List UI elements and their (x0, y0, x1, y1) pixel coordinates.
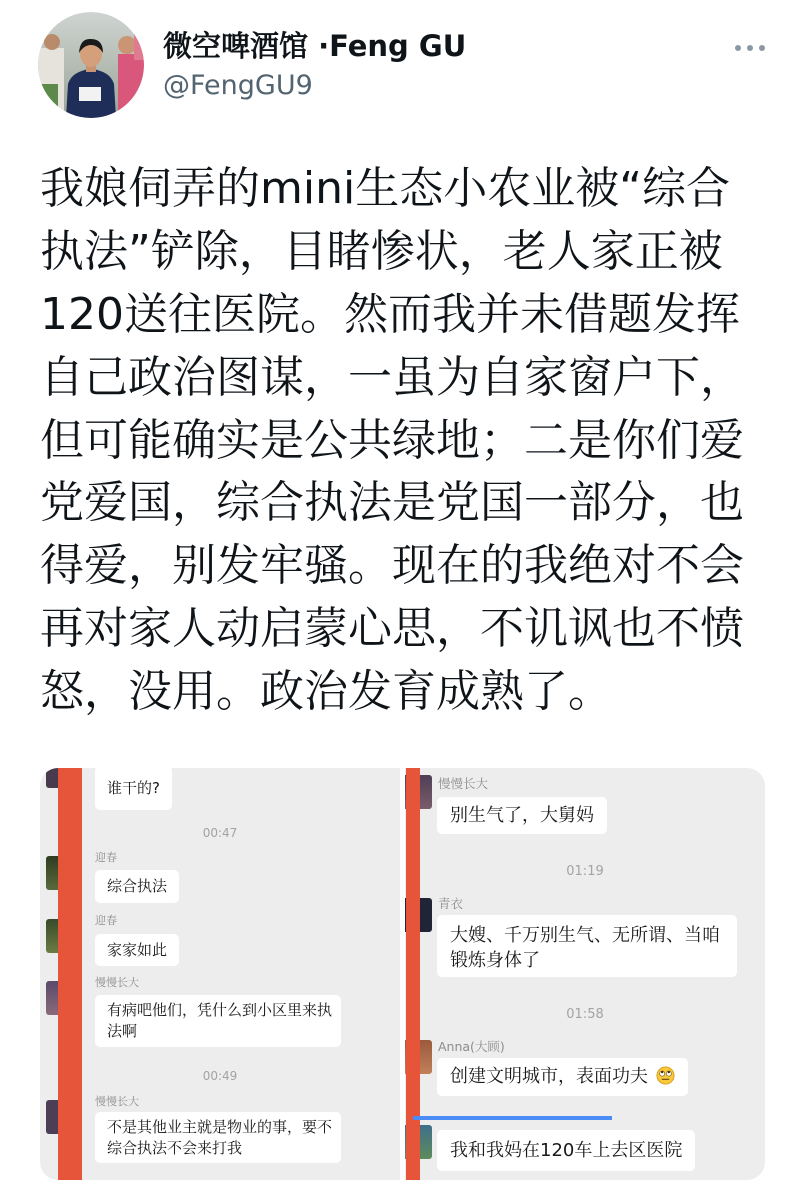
chat-message-text: 不是其他业主就是物业的事，要不综合执法不会来打我 (107, 1118, 333, 1157)
highlight-line (413, 1116, 612, 1120)
chat-sender-name: 青衣 (438, 896, 464, 911)
chat-timestamp: 01:58 (566, 1007, 604, 1022)
chat-bubble (95, 870, 179, 903)
chat-screenshot-left (40, 768, 400, 1180)
tweet-text-line: 但可能确实是公共绿地；二是你们爱 (40, 414, 744, 466)
tweet-text-line: 怒，没用。政治发育成熟了。 (40, 666, 612, 718)
chat-message-text: 家家如此 (107, 941, 168, 959)
chat-bubble (437, 1130, 695, 1171)
chat-bubble (437, 915, 737, 977)
eye-roll-emoji-icon (656, 1066, 675, 1085)
chat-bubble (437, 797, 607, 834)
chat-timestamp: 00:47 (202, 826, 238, 840)
tweet-text-line: 120送往医院。然而我并未借题发挥 (40, 288, 740, 340)
chat-sender-name: 慢慢长大 (95, 1095, 139, 1108)
chat-timestamp: 01:19 (566, 864, 604, 879)
more-horizontal-icon[interactable] (735, 36, 765, 60)
more-dot (759, 45, 765, 51)
user-handle[interactable]: @FengGU9 (163, 70, 313, 101)
chat-bubble (95, 1112, 341, 1163)
more-dot (747, 45, 753, 51)
tweet-text-line: 我娘伺弄的mini生态小农业被“综合 (40, 163, 730, 214)
tweet-text-line: 自己政治图谋，一虽为自家窗户下， (40, 351, 744, 403)
display-name[interactable]: 微空啤酒馆 ·Feng GU (163, 29, 467, 63)
tweet-text-line: 再对家人动启蒙心思，不讥讽也不愤 (40, 603, 744, 655)
chat-message-text: 综合执法 (107, 877, 168, 895)
tweet-text-line: 党爱国，综合执法是党国一部分，也 (40, 477, 744, 529)
chat-timestamp: 00:49 (202, 1069, 238, 1083)
chat-sender-name: 慢慢长大 (438, 776, 489, 791)
chat-message-text: 创建文明城市，表面功夫 (450, 1066, 648, 1087)
profile-avatar[interactable] (38, 12, 144, 118)
chat-message-text: 别生气了，大舅妈 (450, 805, 594, 826)
chat-message-text: 有病吧他们，凭什么到小区里来执法啊 (107, 1001, 333, 1040)
chat-message-text: 谁干的? (107, 779, 160, 797)
chat-bubble (437, 1058, 688, 1096)
tweet-text-line: 执法”铲除，目睹惨状，老人家正被 (40, 225, 723, 277)
tweet-media-image[interactable] (40, 768, 765, 1180)
more-dot (735, 45, 741, 51)
chat-sender-name: 慢慢长大 (95, 976, 139, 989)
tweet-text-line: 得爱，别发牢骚。现在的我绝对不会 (40, 540, 744, 592)
chat-message-text: 我和我妈在120车上去区医院 (450, 1140, 683, 1161)
chat-bubble (95, 768, 172, 810)
chat-sender-name: 迎春 (95, 851, 117, 864)
chat-screenshot-right (405, 768, 765, 1180)
chat-message-text: 大嫂、千万别生气、无所谓、当咱锻炼身体了 (450, 925, 720, 971)
chat-sender-name: Anna(大顾) (438, 1039, 505, 1054)
chat-sender-name: 迎春 (95, 914, 117, 927)
avatar-photo (38, 12, 144, 118)
chat-bubble (95, 995, 341, 1047)
chat-bubble (95, 934, 179, 966)
tweet-text (40, 158, 780, 724)
